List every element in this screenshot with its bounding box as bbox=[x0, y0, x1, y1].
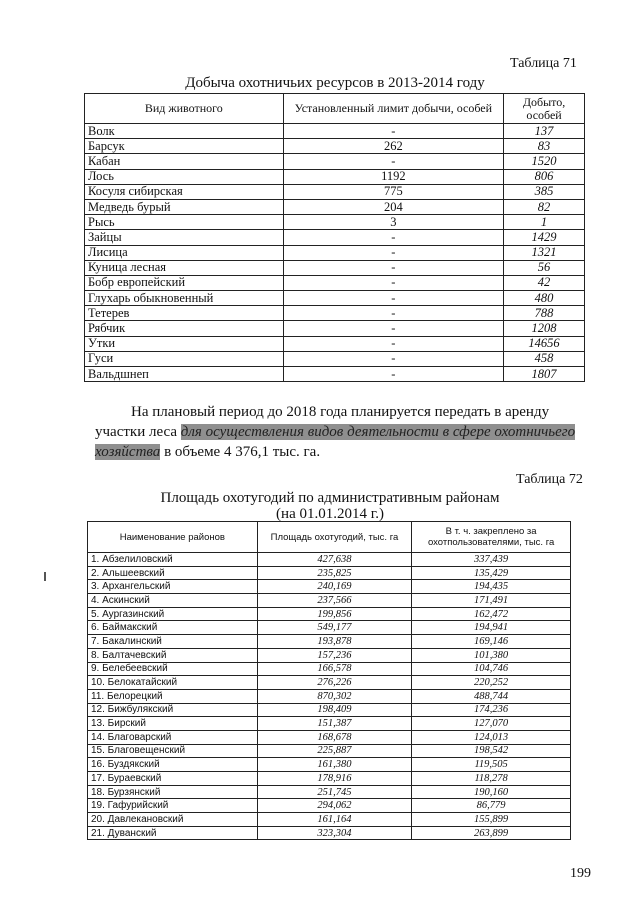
assigned-cell: 135,429 bbox=[412, 566, 571, 580]
area-cell: 240,169 bbox=[257, 580, 412, 594]
caught-cell: 1807 bbox=[504, 367, 585, 382]
district-cell: 8. Балтачевский bbox=[88, 648, 258, 662]
area-cell: 276,226 bbox=[257, 676, 412, 690]
district-cell: 4. Аскинский bbox=[88, 594, 258, 608]
district-cell: 21. Дуванский bbox=[88, 826, 258, 840]
animal-cell: Волк bbox=[85, 124, 284, 139]
area-cell: 151,387 bbox=[257, 717, 412, 731]
district-cell: 2. Альшеевский bbox=[88, 566, 258, 580]
assigned-cell: 194,435 bbox=[412, 580, 571, 594]
caught-cell: 14656 bbox=[504, 336, 585, 351]
table71-row bbox=[85, 245, 585, 260]
table72-header-row bbox=[88, 522, 571, 553]
paragraph-line2 bbox=[95, 421, 575, 443]
table71-row bbox=[85, 215, 585, 230]
animal-cell: Лисица bbox=[85, 245, 284, 260]
animal-cell: Гуси bbox=[85, 351, 284, 366]
limit-cell: - bbox=[283, 321, 504, 336]
area-cell: 870,302 bbox=[257, 689, 412, 703]
animal-cell: Рысь bbox=[85, 215, 284, 230]
caught-cell: 806 bbox=[504, 169, 585, 184]
assigned-cell: 155,899 bbox=[412, 813, 571, 827]
animal-cell: Рябчик bbox=[85, 321, 284, 336]
limit-cell: 262 bbox=[283, 139, 504, 154]
table72-row bbox=[88, 621, 571, 635]
district-cell: 7. Бакалинский bbox=[88, 635, 258, 649]
table71-row bbox=[85, 275, 585, 290]
caught-cell: 137 bbox=[504, 124, 585, 139]
assigned-cell: 337,439 bbox=[412, 553, 571, 567]
area-cell: 193,878 bbox=[257, 635, 412, 649]
caught-cell: 458 bbox=[504, 351, 585, 366]
limit-cell: 3 bbox=[283, 215, 504, 230]
assigned-cell: 263,899 bbox=[412, 826, 571, 840]
table71-row bbox=[85, 336, 585, 351]
table72-label: Таблица 72 bbox=[516, 472, 583, 487]
table72-row bbox=[88, 717, 571, 731]
limit-cell: - bbox=[283, 351, 504, 366]
area-cell: 161,164 bbox=[257, 813, 412, 827]
table72-row bbox=[88, 635, 571, 649]
area-cell: 235,825 bbox=[257, 566, 412, 580]
caught-cell: 56 bbox=[504, 260, 585, 275]
caught-cell: 83 bbox=[504, 139, 585, 154]
animal-cell: Кабан bbox=[85, 154, 284, 169]
animal-cell: Зайцы bbox=[85, 230, 284, 245]
table71-label: Таблица 71 bbox=[510, 56, 577, 71]
area-cell: 427,638 bbox=[257, 553, 412, 567]
table72-row bbox=[88, 703, 571, 717]
table72-row bbox=[88, 566, 571, 580]
district-cell: 6. Баймакский bbox=[88, 621, 258, 635]
assigned-cell: 118,278 bbox=[412, 772, 571, 786]
animal-cell: Глухарь обыкновенный bbox=[85, 291, 284, 306]
district-cell: 18. Бурзянский bbox=[88, 785, 258, 799]
table71-row bbox=[85, 351, 585, 366]
district-cell: 1. Абзелиловский bbox=[88, 553, 258, 567]
district-cell: 12. Бижбулякский bbox=[88, 703, 258, 717]
table71-row bbox=[85, 291, 585, 306]
animal-cell: Косуля сибирская bbox=[85, 184, 284, 199]
table72-row bbox=[88, 772, 571, 786]
table72-row bbox=[88, 744, 571, 758]
table71-title: Добыча охотничьих ресурсов в 2013-2014 году bbox=[185, 75, 485, 91]
area-cell: 251,745 bbox=[257, 785, 412, 799]
animal-cell: Куница лесная bbox=[85, 260, 284, 275]
table72-header-district: Наименование районов bbox=[88, 522, 258, 553]
table71-row bbox=[85, 260, 585, 275]
table71-row bbox=[85, 139, 585, 154]
district-cell: 16. Буздякский bbox=[88, 758, 258, 772]
animal-cell: Лось bbox=[85, 169, 284, 184]
table72-title: Площадь охотугодий по административным районам bbox=[160, 490, 500, 506]
district-cell: 10. Белокатайский bbox=[88, 676, 258, 690]
caught-cell: 1 bbox=[504, 215, 585, 230]
caught-cell: 42 bbox=[504, 275, 585, 290]
paragraph-line1: На плановый период до 2018 года планируется передать в аренду bbox=[131, 404, 550, 420]
animal-cell: Тетерев bbox=[85, 306, 284, 321]
assigned-cell: 220,252 bbox=[412, 676, 571, 690]
area-cell: 166,578 bbox=[257, 662, 412, 676]
table72-row bbox=[88, 799, 571, 813]
table71-row bbox=[85, 184, 585, 199]
assigned-cell: 194,941 bbox=[412, 621, 571, 635]
area-cell: 199,856 bbox=[257, 607, 412, 621]
area-cell: 294,062 bbox=[257, 799, 412, 813]
district-cell: 19. Гафурийский bbox=[88, 799, 258, 813]
area-cell: 178,916 bbox=[257, 772, 412, 786]
limit-cell: - bbox=[283, 306, 504, 321]
caught-cell: 385 bbox=[504, 184, 585, 199]
district-cell: 20. Давлекановский bbox=[88, 813, 258, 827]
caught-cell: 1429 bbox=[504, 230, 585, 245]
assigned-cell: 190,160 bbox=[412, 785, 571, 799]
table72-row bbox=[88, 813, 571, 827]
limit-cell: - bbox=[283, 275, 504, 290]
district-cell: 5. Аургазинский bbox=[88, 607, 258, 621]
area-cell: 198,409 bbox=[257, 703, 412, 717]
table71-header-row bbox=[85, 94, 585, 124]
table72-row bbox=[88, 826, 571, 840]
limit-cell: - bbox=[283, 245, 504, 260]
limit-cell: - bbox=[283, 154, 504, 169]
table71-row bbox=[85, 169, 585, 184]
assigned-cell: 101,380 bbox=[412, 648, 571, 662]
table71-row bbox=[85, 199, 585, 214]
table72-row bbox=[88, 785, 571, 799]
table71 bbox=[84, 93, 585, 382]
caught-cell: 82 bbox=[504, 199, 585, 214]
animal-cell: Вальдшнеп bbox=[85, 367, 284, 382]
table71-header-limit: Установленный лимит добычи, особей bbox=[283, 94, 504, 124]
animal-cell: Бобр европейский bbox=[85, 275, 284, 290]
assigned-cell: 171,491 bbox=[412, 594, 571, 608]
highlighted-text: для осуществления видов деятельности в сфере охотничьего bbox=[180, 424, 576, 440]
table72-row bbox=[88, 607, 571, 621]
page-number: 199 bbox=[570, 866, 591, 881]
table71-header-caught: Добыто, особей bbox=[504, 94, 585, 124]
limit-cell: - bbox=[283, 367, 504, 382]
margin-mark bbox=[44, 572, 46, 581]
table72-row bbox=[88, 580, 571, 594]
table72-row bbox=[88, 648, 571, 662]
assigned-cell: 198,542 bbox=[412, 744, 571, 758]
assigned-cell: 119,505 bbox=[412, 758, 571, 772]
assigned-cell: 169,146 bbox=[412, 635, 571, 649]
table72-row bbox=[88, 553, 571, 567]
table72-header-area: Площадь охотугодий, тыс. га bbox=[257, 522, 412, 553]
table72-row bbox=[88, 594, 571, 608]
limit-cell: 204 bbox=[283, 199, 504, 214]
table71-row bbox=[85, 367, 585, 382]
paragraph-line3 bbox=[95, 441, 320, 463]
district-cell: 13. Бирский bbox=[88, 717, 258, 731]
table72 bbox=[87, 521, 571, 840]
district-cell: 17. Бураевский bbox=[88, 772, 258, 786]
caught-cell: 788 bbox=[504, 306, 585, 321]
paragraph-text: в объеме 4 376,1 тыс. га. bbox=[164, 444, 321, 460]
assigned-cell: 174,236 bbox=[412, 703, 571, 717]
limit-cell: 1192 bbox=[283, 169, 504, 184]
area-cell: 237,566 bbox=[257, 594, 412, 608]
limit-cell: - bbox=[283, 260, 504, 275]
table72-row bbox=[88, 689, 571, 703]
district-cell: 3. Архангельский bbox=[88, 580, 258, 594]
caught-cell: 1520 bbox=[504, 154, 585, 169]
table72-row bbox=[88, 676, 571, 690]
limit-cell: - bbox=[283, 124, 504, 139]
table71-header-animal: Вид животного bbox=[85, 94, 284, 124]
assigned-cell: 104,746 bbox=[412, 662, 571, 676]
limit-cell: 775 bbox=[283, 184, 504, 199]
area-cell: 161,380 bbox=[257, 758, 412, 772]
caught-cell: 1208 bbox=[504, 321, 585, 336]
table71-row bbox=[85, 124, 585, 139]
assigned-cell: 127,070 bbox=[412, 717, 571, 731]
table71-row bbox=[85, 230, 585, 245]
animal-cell: Медведь бурый bbox=[85, 199, 284, 214]
area-cell: 168,678 bbox=[257, 730, 412, 744]
table72-header-assigned: В т. ч. закреплено за охотпользователями, тыс. га bbox=[412, 522, 571, 553]
district-cell: 15. Благовещенский bbox=[88, 744, 258, 758]
limit-cell: - bbox=[283, 291, 504, 306]
area-cell: 549,177 bbox=[257, 621, 412, 635]
limit-cell: - bbox=[283, 230, 504, 245]
table72-subtitle: (на 01.01.2014 г.) bbox=[276, 506, 384, 522]
assigned-cell: 86,779 bbox=[412, 799, 571, 813]
assigned-cell: 488,744 bbox=[412, 689, 571, 703]
district-cell: 11. Белорецкий bbox=[88, 689, 258, 703]
table71-row bbox=[85, 321, 585, 336]
district-cell: 14. Благоварский bbox=[88, 730, 258, 744]
caught-cell: 480 bbox=[504, 291, 585, 306]
caught-cell: 1321 bbox=[504, 245, 585, 260]
table72-row bbox=[88, 758, 571, 772]
table72-row bbox=[88, 662, 571, 676]
animal-cell: Утки bbox=[85, 336, 284, 351]
highlighted-text: хозяйства bbox=[95, 444, 161, 460]
paragraph-text: участки леса bbox=[95, 424, 177, 440]
assigned-cell: 162,472 bbox=[412, 607, 571, 621]
animal-cell: Барсук bbox=[85, 139, 284, 154]
district-cell: 9. Белебеевский bbox=[88, 662, 258, 676]
table71-row bbox=[85, 306, 585, 321]
area-cell: 157,236 bbox=[257, 648, 412, 662]
assigned-cell: 124,013 bbox=[412, 730, 571, 744]
area-cell: 225,887 bbox=[257, 744, 412, 758]
table72-row bbox=[88, 730, 571, 744]
limit-cell: - bbox=[283, 336, 504, 351]
table71-row bbox=[85, 154, 585, 169]
area-cell: 323,304 bbox=[257, 826, 412, 840]
